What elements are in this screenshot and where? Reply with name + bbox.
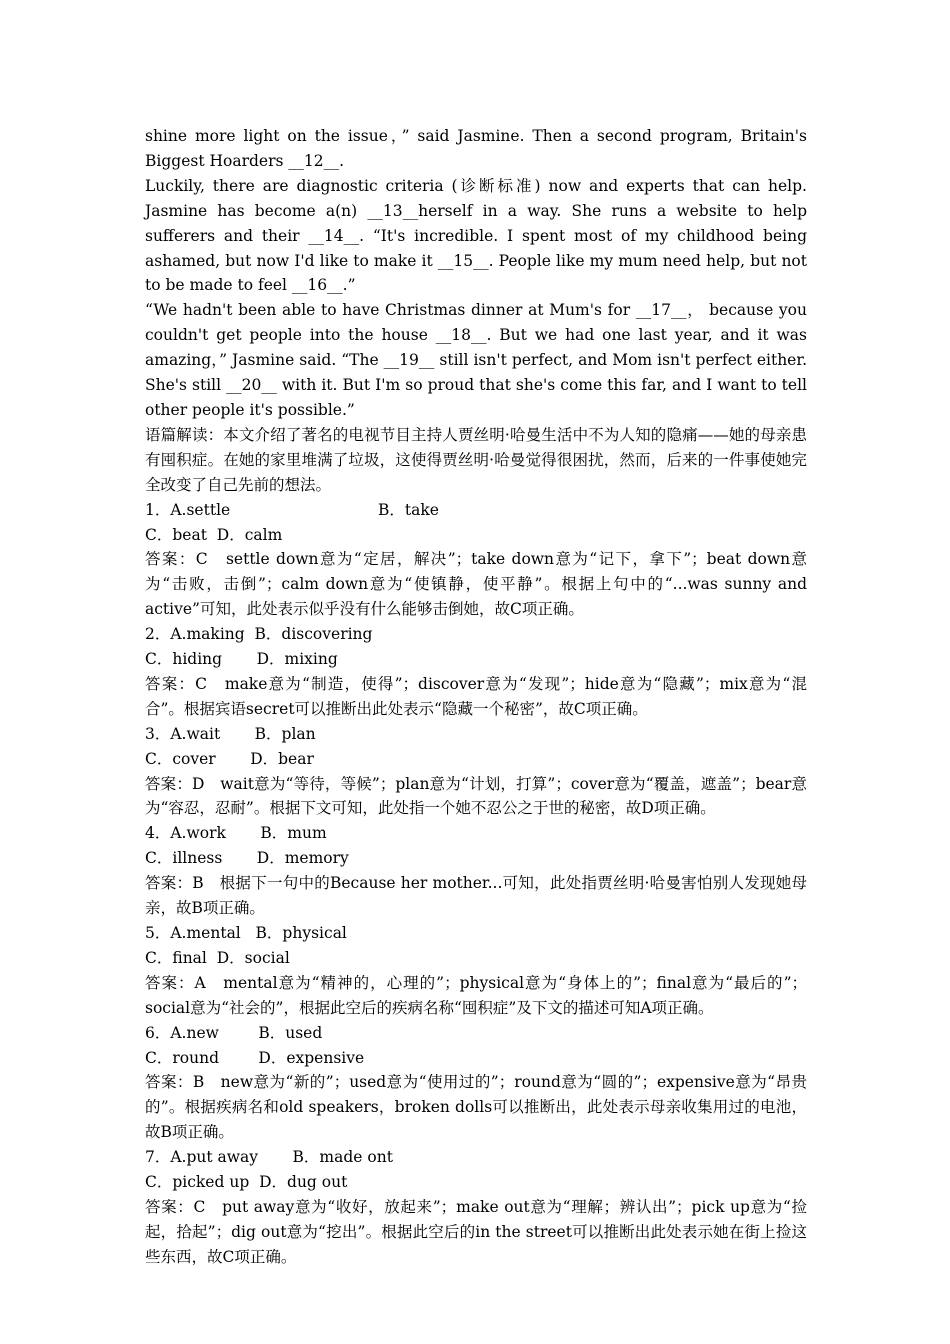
document-page xyxy=(145,124,807,1270)
answer-explanation: 答案：C put away意为“收好，放起来”；make out意为“理解；辨认出”；pick up意为“捡起，拾起”；dig out意为“挖出”。根据此空后的in the street可以推断出此处表示她在街上捡这些东西，故C项正确。 xyxy=(145,1197,807,1266)
passage-summary: 语篇解读：本文介绍了著名的电视节目主持人贾丝明·哈曼生活中不为人知的隐痛——她的母亲患有囤积症。在她的家里堆满了垃圾，这使得贾丝明·哈曼觉得很困扰，然而，后来的一件事使她完全改变了自己先前的想法。 xyxy=(145,425,807,494)
answer-explanation: 答案：D wait意为“等待，等候”；plan意为“计划，打算”；cover意为“覆盖，遮盖”；bear意为“容忍，忍耐”。根据下文可知，此处指一个她不忍公之于世的秘密，故D项正确。 xyxy=(145,774,807,818)
question-options-row: 7．A.put away B．made ont xyxy=(145,1148,393,1167)
question-options-row: 6．A.new B．used xyxy=(145,1023,323,1042)
question-4 xyxy=(145,821,807,921)
question-3 xyxy=(145,722,807,822)
question-options-row: C．round D．expensive xyxy=(145,1048,365,1067)
answer-explanation: 答案：C make意为“制造，使得”；discover意为“发现”；hide意为“隐藏”；mix意为“混合”。根据宾语secret可以推断出此处表示“隐藏一个秘密”，故C项正确。 xyxy=(145,674,807,718)
question-options-row: C．final D．social xyxy=(145,948,290,967)
passage-paragraph-1: shine more light on the issue，” said Jasmine. Then a second program, Britain's Biggest Hoarders __12__. xyxy=(145,127,807,170)
answer-explanation: 答案：A mental意为“精神的，心理的”；physical意为“身体上的”；final意为“最后的”；social意为“社会的”，根据此空后的疾病名称“囤积症”及下文的描述可知A项正确。 xyxy=(145,973,807,1017)
question-options-row: 5．A.mental B．physical xyxy=(145,924,347,942)
question-2 xyxy=(145,622,807,722)
question-options-row: C．beat D．calm xyxy=(145,525,283,544)
option-a: 1．A.settle xyxy=(145,500,231,519)
question-options-row: 3．A.wait B．plan xyxy=(145,724,316,743)
answer-explanation: 答案：B new意为“新的”；used意为“使用过的”；round意为“圆的”；expensive意为“昂贵的”。根据疾病名和old speakers，broken dolls可以推断出，此处表示母亲收集用过的电池，故B项正确。 xyxy=(145,1073,807,1142)
question-options-row: C．illness D．memory xyxy=(145,849,349,868)
answer-explanation: 答案：B 根据下一句中的Because her mother...可知，此处指贾丝明·哈曼害怕别人发现她母亲，故B项正确。 xyxy=(145,874,807,918)
question-1 xyxy=(145,498,807,623)
question-5 xyxy=(145,921,807,1021)
question-options-row xyxy=(145,498,807,523)
question-options-row: 4．A.work B．mum xyxy=(145,824,327,843)
passage-paragraph-3: “We hadn't been able to have Christmas dinner at Mum's for __17__， because you couldn't get people into the house __18__. But we had one last year, and it was amazing，” Jasmine said. “The __19__ still isn't perfect, and Mom isn't perfect either. She's still __20__ with it. But I'm so proud that she's come this far, and I want to tell other people it's possible.” xyxy=(145,301,807,419)
question-6 xyxy=(145,1021,807,1146)
question-options-row: C．hiding D．mixing xyxy=(145,650,338,669)
option-b: B．take xyxy=(378,500,439,519)
question-options-row: C．picked up D．dug out xyxy=(145,1173,348,1192)
answer-explanation: 答案：C settle down意为“定居，解决”；take down意为“记下，拿下”；beat down意为“击败，击倒”；calm down意为“使镇静，使平静”。根据上句中的“...was sunny and active”可知，此处表示似乎没有什么能够击倒她，故C项正确。 xyxy=(145,550,807,619)
question-options-row: C．cover D．bear xyxy=(145,749,314,768)
question-options-row: 2．A.making B．discovering xyxy=(145,625,373,644)
passage-paragraph-2: Luckily, there are diagnostic criteria (诊断标准) now and experts that can help. Jasmine has become a(n) __13__herself in a way. She runs a website to help sufferers and their __14__. “It's incredible. I spent most of my childhood being ashamed, but now I'd like to make it __15__. People like my mum need help, but not to be made to feel __16__.” xyxy=(145,176,807,295)
question-7 xyxy=(145,1145,807,1270)
